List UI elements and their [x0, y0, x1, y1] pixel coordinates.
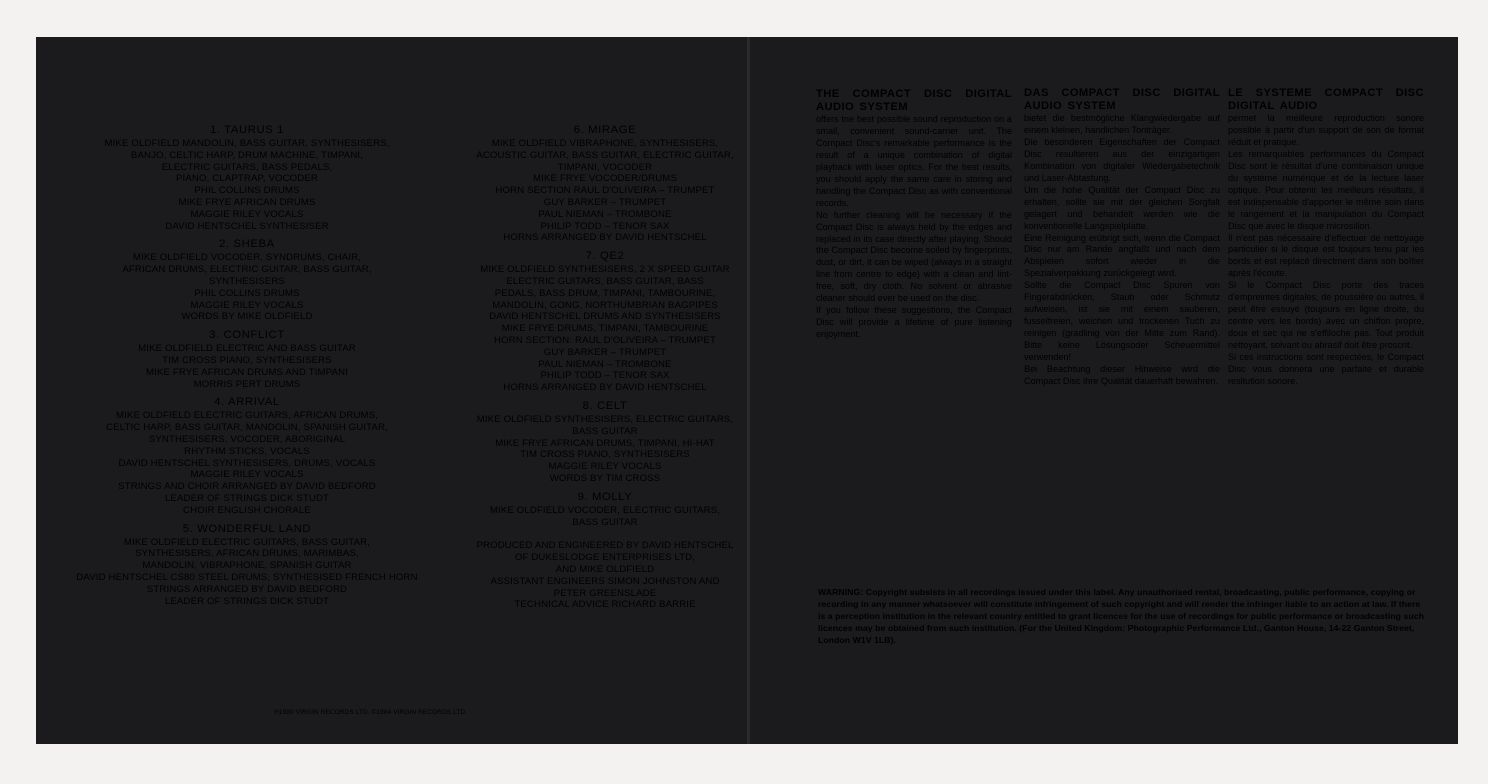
credit-line: MIKE OLDFIELD SYNTHESISERS, 2 X SPEED GUITAR	[480, 264, 730, 276]
credit-line: MORRIS PERT DRUMS	[193, 378, 301, 390]
credit-line: HORNS ARRANGED BY DAVID HENTSCHEL	[503, 232, 707, 244]
credit-line: AFRICAN DRUMS, ELECTRIC GUITAR, BASS GUITAR,	[122, 264, 372, 276]
info-paragraph: If you follow these suggestions, the Compact Disc will provide a lifetime of pure listening enjoyment.	[816, 305, 1012, 340]
credit-line: PHIL COLLINS DRUMS	[194, 287, 300, 299]
credit-line: ELECTRIC GUITARS, BASS GUITAR, BASS	[506, 275, 704, 287]
track-credit	[40, 523, 454, 608]
warning-text: Copyright subsists in all recordings issued under this label. Any unauthorised rental, broadcasting, public performance, copying or recording in any manner whatsoever will constitute infringement of such copyright and will render the infringer liable to an action at law. If there is a perception institution in the relevant country entitled to grant licences for the use of recordings for public performance or broadcasting such licences may be obtained from such institution. (For the United Kingdom: Photographic Performance Ltd., Ganton House, 14-22 Ganton Street, London W1V 1LB).	[818, 587, 1424, 645]
track-credit	[40, 329, 454, 390]
credit-line: PAUL NIEMAN – TROMBONE	[538, 208, 672, 220]
info-heading: DAS COMPACT DISC DIGITAL AUDIO SYSTEM	[1024, 87, 1220, 112]
credit-line: MIKE OLDFIELD SYNTHESISERS, ELECTRIC GUITARS,	[476, 413, 734, 425]
credit-line: SYNTHESISERS, AFRICAN DRUMS, MARIMBAS,	[135, 548, 359, 560]
credit-line: MAGGIE RILEY VOCALS	[190, 208, 304, 220]
credit-line: TIMPANI, VOCODER	[557, 161, 653, 173]
production-line: PETER GREENSLADE	[553, 587, 657, 599]
info-column-french	[1228, 87, 1424, 388]
production-line: OF DUKESLODGE ENTERPRISES LTD,	[514, 552, 696, 564]
info-heading: THE COMPACT DISC DIGITAL AUDIO SYSTEM	[816, 88, 1012, 113]
info-paragraph: Eine Reinigung erübrigt sich, wenn die Compact Disc nur am Rande angfaßt und nach dem Abspielen sofort wieder in die Spezialverpakkung zurückgelegt wird.	[1024, 232, 1220, 279]
credit-line: PHIL COLLINS DRUMS	[194, 185, 300, 197]
credit-line: MIKE FRYE AFRICAN DRUMS	[178, 196, 316, 208]
credit-line: MIKE OLDFIELD MANDOLIN, BASS GUITAR, SYNTHESISERS,	[104, 138, 390, 149]
track-title: 9. MOLLY	[577, 490, 633, 503]
credits-column-1	[40, 124, 454, 613]
info-paragraph: Si le Compact Disc porte des traces d'empreintes digitales, de poussière ou autres, il peut être essuyé (toujours en ligne droite, du centre vers les bords) avec un chiffon propre, doux et sec qui ne s'effiloche pas. Tout produit nettoyant, solvant ou abrasif doit être proscrit.	[1228, 280, 1424, 351]
track-credit	[40, 124, 454, 232]
credit-line: MANDOLIN, VIBRAPHONE, SPANISH GUITAR	[142, 560, 352, 572]
credit-line: CHOIR ENGLISH CHORALE	[183, 504, 311, 516]
credit-line: MIKE OLDFIELD ELECTRIC AND BASS GUITAR	[138, 343, 356, 355]
credit-line: MIKE OLDFIELD VIBRAPHONE, SYNTHESISERS,	[491, 138, 719, 149]
credit-line: MIKE OLDFIELD ELECTRIC GUITARS, AFRICAN DRUMS,	[115, 410, 379, 422]
credit-line: CELTIC HARP, BASS GUITAR, MANDOLIN, SPANISH GUITAR,	[106, 422, 388, 434]
info-paragraph: offers tne best possible sound reproduction on a small, convenient sound-carrier unit. The Compact Disc's remarkable performance is the result of a unique combination of digital playback with laser optics. For the best results, you should apply the same care in storing and handling the Compact Disc as with conventional records.	[816, 114, 1012, 208]
track-title: 8. CELT	[582, 399, 628, 412]
info-column-english	[816, 88, 1012, 341]
production-line: TECHNICAL ADVICE RICHARD BARRIE	[514, 599, 696, 611]
credit-line: SYNTHESISERS	[209, 275, 285, 287]
copyright-notice: ℗1980 VIRGIN RECORDS LTD. ©1984 VIRGIN RECORDS LTD.	[274, 709, 468, 716]
credit-line: PHILIP TODD – TENOR SAX	[540, 220, 670, 232]
credit-line: HORN SECTION: RAUL D'OLIVEIRA – TRUMPET	[494, 334, 716, 346]
info-paragraph: Sollte die Compact Disc Spuren von Fingerabdrücken, Staub oder Schmutz aufweisen, ist sie mit einem sauberen, fusselfreien, weichen und trockenen Tuch zu reinigen (gradlinig von der Mitte zum Rand). Bitte keine Lösungsoder Scheuermittel verwenden!	[1024, 280, 1220, 363]
credit-line: GUY BARKER – TRUMPET	[543, 346, 667, 358]
credit-line: BANJO, CELTIC HARP, DRUM MACHINE, TIMPANI,	[130, 149, 364, 161]
credits-column-2	[455, 124, 755, 611]
credit-line: HORNS ARRANGED BY DAVID HENTSCHEL	[503, 382, 707, 394]
credit-line: HORN SECTION RAUL D'OLIVEIRA – TRUMPET	[495, 185, 715, 197]
credit-line: PAUL NIEMAN – TROMBONE	[538, 358, 672, 370]
info-heading: LE SYSTEME COMPACT DISC DIGITAL AUDIO	[1228, 87, 1424, 112]
info-paragraph: permet la meilleure reproduction sonore possible à partir d'un support de son de format réduit et pratique.	[1228, 113, 1424, 147]
credit-line: MIKE FRYE DRUMS, TIMPANI, TAMBOURINE	[501, 323, 709, 335]
credit-line: MAGGIE RILEY VOCALS	[548, 461, 662, 473]
credit-line: LEADER OF STRINGS DICK STUDT	[164, 492, 330, 504]
credit-line: RHYTHM STICKS, VOCALS	[184, 445, 310, 457]
credit-line: MIKE OLDFIELD VOCODER, SYNDRUMS, CHAIR,	[132, 252, 362, 264]
credit-line: LEADER OF STRINGS DICK STUDT	[164, 595, 330, 607]
info-paragraph: Um die hohe Qualität der Compact Disc zu erhalten, sollte sie mit der gleichen Sorgfalt gelagert und behandelt werden wie die konventionelle Langspielplatte.	[1024, 184, 1220, 231]
credit-line: TIM CROSS PIANO, SYNTHESISERS	[162, 354, 332, 366]
info-paragraph: Si ces instructions sont respectées, le Compact Disc vous donnera une parfaite et durable resitution sonore.	[1228, 352, 1424, 386]
track-credit	[455, 400, 755, 485]
info-paragraph: Les remarquables performances du Compact Disc sont le résultat d'une combinaison unique du système numérique et de la lecture laser optique. Pour obtenir les meilleurs résultats, il est indispensable d'apporter le même soin dans le rangement et la manipulation du Compact Disc que avec le disque microsillon.	[1228, 148, 1424, 231]
copyright-warning	[818, 586, 1428, 646]
track-title: 1. TAURUS 1	[210, 124, 284, 136]
warning-label: WARNING:	[818, 587, 864, 597]
credit-line: DAVID HENTSCHEL SYNTHESISERS, DRUMS, VOCALS	[118, 457, 376, 469]
production-line: PRODUCED AND ENGINEERED BY DAVID HENTSCHEL	[476, 540, 734, 552]
credit-line: MAGGIE RILEY VOCALS	[190, 299, 304, 311]
credit-line: PEDALS, BASS DRUM, TIMPANI, TAMBOURINE,	[494, 287, 716, 299]
track-credit	[455, 491, 755, 529]
credit-line: MAGGIE RILEY VOCALS	[190, 469, 304, 481]
track-title: 7. QE2	[585, 250, 625, 263]
track-title: 5. WONDERFUL LAND	[182, 522, 312, 535]
info-column-german	[1024, 87, 1220, 388]
credit-line: MIKE FRYE VOCODER/DRUMS	[533, 173, 677, 185]
info-paragraph: bietet die bestmögliche Klangwiedergabe auf einem kleinen, handlichen Tonträger.	[1024, 113, 1220, 135]
track-title: 2. SHEBA	[219, 238, 275, 251]
info-paragraph: Il n'est pas nécessaire d'effectuer de nettoyage particulier si le disque est toujours tenu par les bords et est replacé directment dans son boîtier après l'écoute.	[1228, 232, 1424, 279]
credit-line: BASS GUITAR	[572, 516, 638, 528]
track-title: 4. ARRIVAL	[214, 396, 280, 409]
track-title: 6. MIRAGE	[573, 124, 637, 136]
info-paragraph: Bei Beachtung dieser Hinweise wird die Compact Disc ihre Qualität dauerhaft bewahren.	[1024, 364, 1220, 386]
credit-line: STRINGS AND CHOIR ARRANGED BY DAVID BEDFORD	[118, 481, 376, 493]
credit-line: GUY BARKER – TRUMPET	[543, 196, 667, 208]
credit-line: PHILIP TODD – TENOR SAX	[540, 370, 670, 382]
credit-line: STRINGS ARRANGED BY DAVID BEDFORD	[146, 583, 348, 595]
credit-line: DAVID HENTSCHEL SYNTHESISER	[165, 220, 329, 232]
track-credit	[455, 250, 755, 394]
credit-line: TIM CROSS PIANO, SYNTHESISERS	[520, 449, 690, 461]
credit-line: MIKE FRYE AFRICAN DRUMS AND TIMPANI	[146, 366, 348, 378]
credit-line: ACOUSTIC GUITAR, BASS GUITAR, ELECTRIC GUITAR,	[476, 149, 734, 161]
production-line: AND MIKE OLDFIELD	[555, 563, 655, 575]
track-credit	[40, 396, 454, 516]
credit-line: MIKE OLDFIELD VOCODER, ELECTRIC GUITARS,	[489, 504, 721, 516]
track-credit	[455, 124, 755, 244]
credit-line: MIKE OLDFIELD ELECTRIC GUITARS, BASS GUITAR,	[123, 536, 371, 548]
production-line: ASSISTANT ENGINEERS SIMON JOHNSTON AND	[490, 575, 720, 587]
credit-line: PIANO, CLAPTRAP, VOCODER	[175, 173, 319, 185]
credit-line: WORDS BY TIM CROSS	[549, 472, 661, 484]
credit-line: DAVID HENTSCHEL DRUMS AND SYNTHESISERS	[489, 311, 721, 323]
credit-line: DAVID HENTSCHEL CS80 STEEL DRUMS, SYNTHESISED FRENCH HORN	[76, 571, 418, 583]
credit-line: SYNTHESISERS, VOCODER, ABORIGINAL	[148, 433, 346, 445]
track-credit	[40, 238, 454, 323]
info-paragraph: Die besonderen Eigenschaften der Compact Disc resultieren aus der einzigartigen Kombination von digitaler Wiedergabetechnik und Laser-Abtastung.	[1024, 136, 1220, 183]
credit-line: MIKE FRYE AFRICAN DRUMS, TIMPANI, HI-HAT	[495, 437, 715, 449]
credit-line: BASS GUITAR	[572, 425, 638, 437]
production-credits	[455, 540, 755, 611]
info-paragraph: No further cleaning will be necessary if the Compact Disc is always held by the edges and replaced in its case directly after playing. Should the Compact Disc become soiled by fingerprints, dust, or dirt, it can be wiped (always in a straight line from centre to edge) with a clean and lint-free, soft, dry cloth. No solvent or abrasive cleaner should ever be used on the disc.	[816, 209, 1012, 304]
credit-line: ELECTRIC GUITARS, BASS PEDALS,	[161, 161, 333, 173]
credit-line: MANDOLIN, GONG, NORTHUMBRIAN BAGPIPES	[492, 299, 718, 311]
credit-line: WORDS BY MIKE OLDFIELD	[181, 311, 313, 323]
track-title: 3. CONFLICT	[209, 329, 285, 342]
